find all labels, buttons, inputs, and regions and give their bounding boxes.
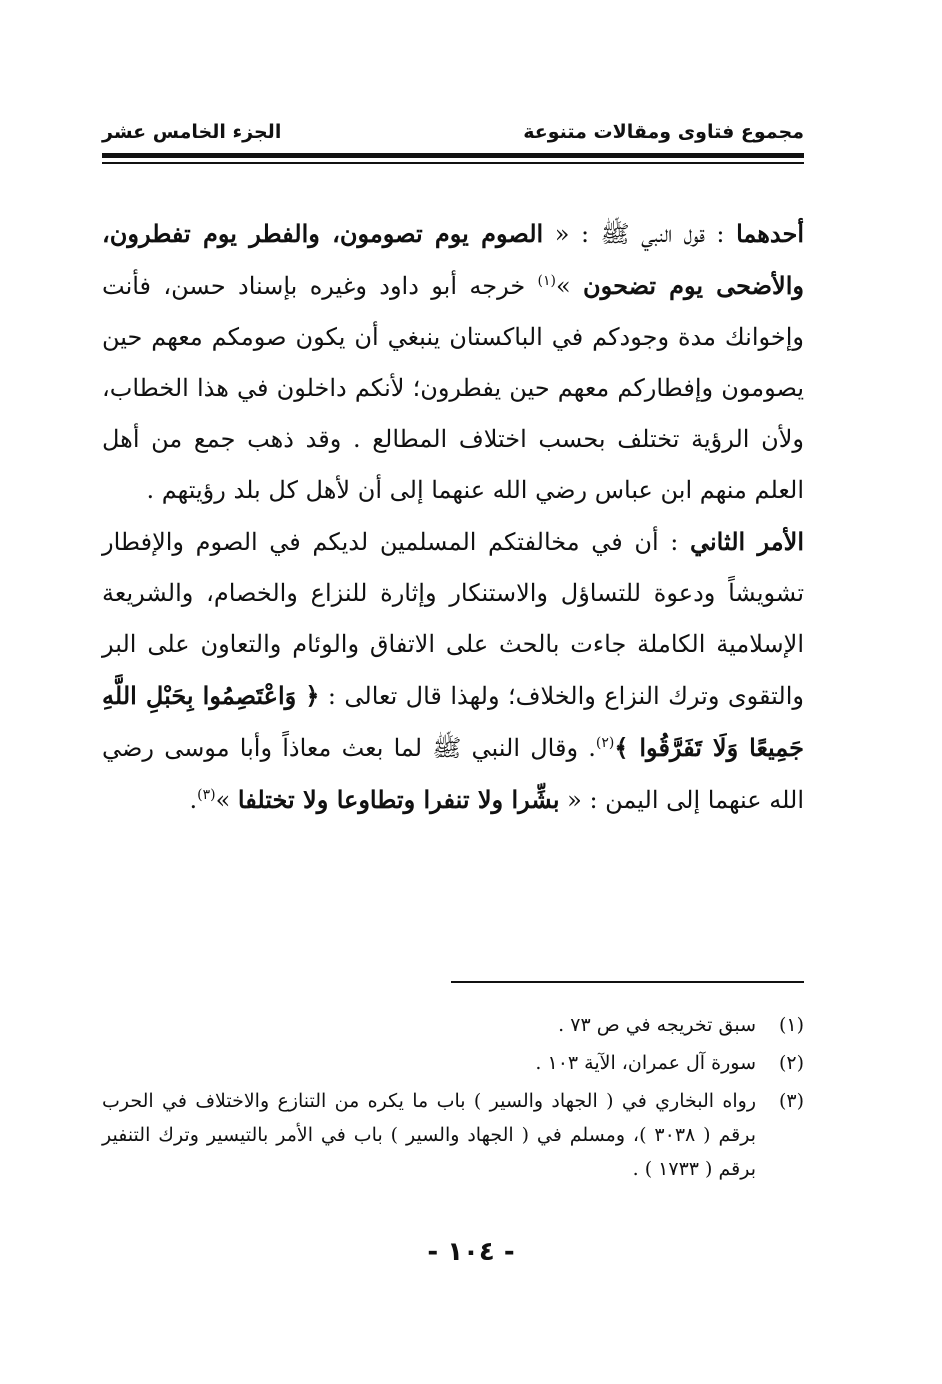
- footnote-ref: (٢): [595, 735, 615, 751]
- footnote-number: (١): [778, 1014, 804, 1036]
- footnote-separator: [451, 981, 804, 983]
- quran-verse: ﴿ وَاعْتَصِمُوا بِحَبْلِ اللَّهِ جَمِيعًا وَلَا تَفَرَّقُوا ﴾: [102, 681, 804, 762]
- paragraph-lead: أحدهما: [736, 219, 805, 248]
- quote-close: »: [215, 786, 238, 814]
- paragraph-lead: الأمر الثاني: [689, 527, 805, 556]
- quote-close: »: [556, 272, 584, 300]
- page-number: - ١٠٤ -: [427, 1237, 515, 1267]
- book-title: مجموع فتاوى ومقالات متنوعة: [523, 121, 804, 143]
- footnote-ref: (١): [537, 273, 556, 289]
- footnote-item: [102, 1046, 804, 1080]
- paragraph-first: [102, 208, 804, 516]
- footnote-ref: (٣): [197, 787, 216, 803]
- main-text: [102, 208, 804, 826]
- footnote-text: سبق تخريجه في ص ٧٣ .: [558, 1014, 756, 1036]
- paragraph-end: .: [189, 786, 198, 814]
- footnote-number: (٣): [778, 1090, 804, 1112]
- hadith-quote: الصوم يوم تصومون، والفطر يوم تفطرون، والأضحى يوم تضحون: [102, 219, 804, 300]
- paragraph-body-continued: . وقال النبي ﷺ لما بعث معاذاً وأبا موسى رضي الله عنهما إلى اليمن : «: [102, 734, 804, 814]
- paragraph-body: خرجه أبو داود وغيره بإسناد حسن، فأنت وإخوانك مدة وجودكم في الباكستان ينبغي أن يكون صومكم معهم حين يصومون وإفطاركم معهم حين يفطرون؛ لأنكم داخلون في هذا الخطاب، ولأن الرؤية تختلف بحسب اختلاف المطالع . وقد ذهب جمع من أهل العلم منهم ابن عباس رضي الله عنهما إلى أن لأهل كل بلد رؤيتهم .: [102, 272, 804, 504]
- running-header: [102, 118, 804, 158]
- header-rule-thick: [102, 153, 804, 158]
- hadith-quote: بشِّرا ولا تنفرا وتطاوعا ولا تختلفا: [237, 785, 560, 814]
- volume-label: الجزء الخامس عشر: [102, 121, 282, 143]
- footnote-text: رواه البخاري في ( الجهاد والسير ) باب ما يكره من التنازع والاختلاف في الحرب برقم ( ٣٠٣٨ )، ومسلم في ( الجهاد والسير ) باب في الأمر بالتيسير وترك التنفير برقم ( ١٧٣٣ ) .: [102, 1090, 756, 1180]
- footnote-item: [102, 1008, 804, 1042]
- footnote-item: [102, 1084, 804, 1186]
- paragraph-second: [102, 516, 804, 826]
- header-rule-thin: [102, 162, 804, 164]
- footnote-text: سورة آل عمران، الآية ١٠٣ .: [535, 1052, 756, 1074]
- paragraph-intro: : قول النبي ﷺ : «: [543, 220, 737, 248]
- footnotes: [102, 1008, 804, 1190]
- footnote-number: (٢): [778, 1052, 804, 1074]
- paragraph-body: : أن في مخالفتكم المسلمين لديكم في الصوم والإفطار تشويشاً ودعوة للتساؤل والاستنكار وإثارة للنزاع والخصام، والشريعة الإسلامية الكاملة جاءت بالحث على الاتفاق والوئام والتعاون على البر والتقوى وترك النزاع والخلاف؛ ولهذا قال تعالى :: [102, 528, 804, 710]
